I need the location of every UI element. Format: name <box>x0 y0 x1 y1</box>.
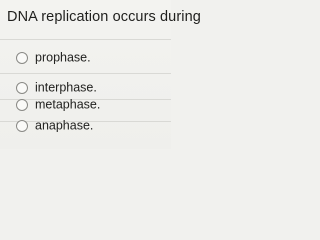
option-label: prophase. <box>35 50 91 65</box>
divider <box>0 39 171 40</box>
radio-button[interactable] <box>16 52 28 64</box>
question-text: DNA replication occurs during <box>7 9 201 25</box>
divider <box>0 73 171 74</box>
option-label: interphase. <box>35 80 97 95</box>
radio-button[interactable] <box>16 120 28 132</box>
question-card <box>0 0 201 149</box>
option-label: anaphase. <box>35 118 94 133</box>
radio-button[interactable] <box>16 99 28 111</box>
option-label: metaphase. <box>35 97 101 112</box>
option-anaphase[interactable] <box>0 114 171 138</box>
option-prophase[interactable] <box>0 46 171 70</box>
